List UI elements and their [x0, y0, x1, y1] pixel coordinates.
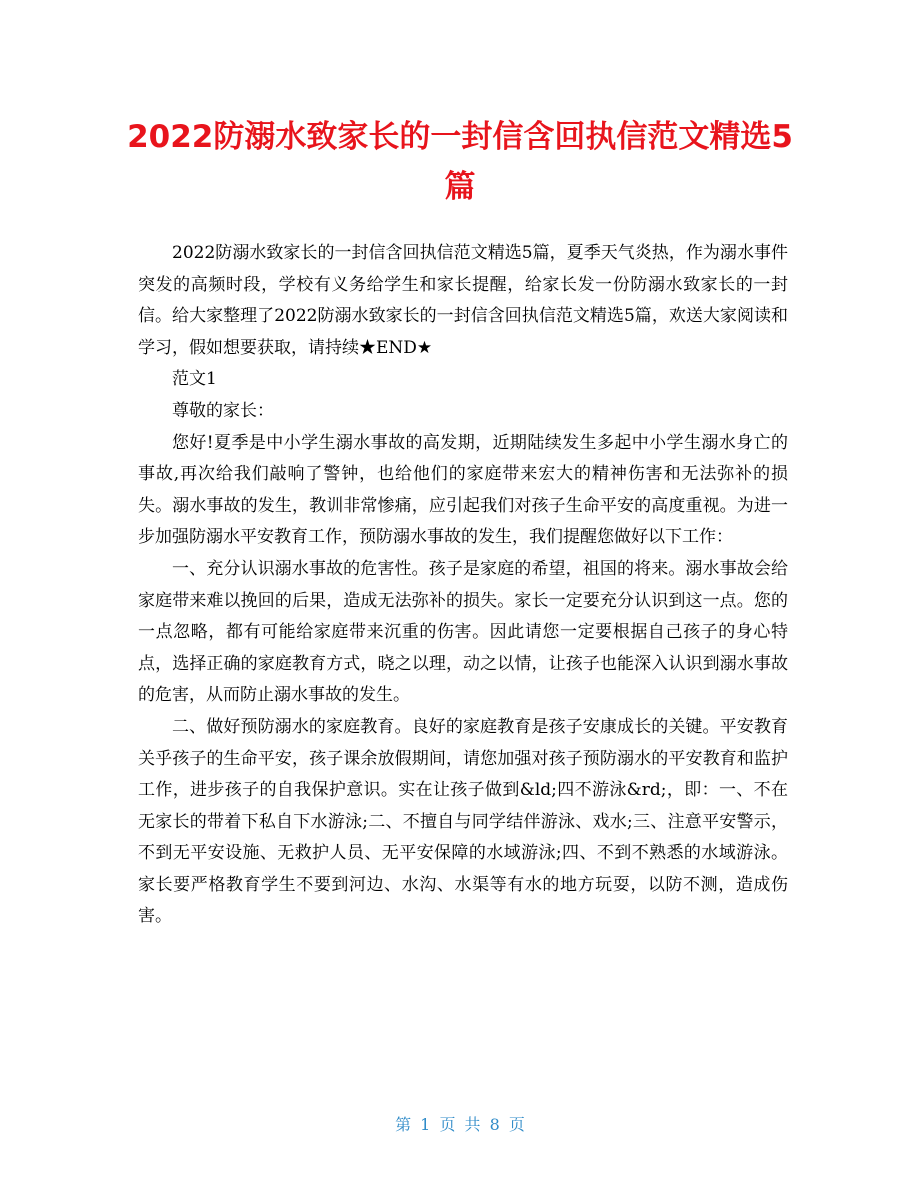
body-paragraph: 二、做好预防溺水的家庭教育。良好的家庭教育是孩子安康成长的关键。平安教育关乎孩子的生命平安，孩子课余放假期间，请您加强对孩子预防溺水的平安教育和监护工作，进步孩子的自我保护意识。实在让孩子做到&ld;四不游泳&rd;，即：一、不在无家长的带着下私自下水游泳;二、不擅自与同学结伴游泳、戏水;三、注意平安警示，不到无平安设施、无救护人员、无平安保障的水域游泳;四、不到不熟悉的水域游泳。家长要严格教育学生不要到河边、水沟、水渠等有水的地方玩耍，以防不测，造成伤害。 — [138, 716, 788, 927]
document-body — [138, 238, 788, 933]
body-paragraph: 您好!夏季是中小学生溺水事故的高发期，近期陆续发生多起中小学生溺水身亡的事故,再次给我们敲响了警钟，也给他们的家庭带来宏大的精神伤害和无法弥补的损失。溺水事故的发生，教训非常惨痛，应引起我们对孩子生命平安的高度重视。为进一步加强防溺水平安教育工作，预防溺水事故的发生，我们提醒您做好以下工作： — [138, 432, 788, 548]
sample-heading: 范文1 — [172, 369, 217, 390]
document-title: 2022防溺水致家长的一封信含回执信范文精选5篇 — [127, 119, 793, 205]
salutation: 尊敬的家长： — [172, 400, 274, 421]
page-number-footer: 第 1 页 共 8 页 — [395, 1115, 525, 1134]
body-paragraph: 一、充分认识溺水事故的危害性。孩子是家庭的希望，祖国的将来。溺水事故会给家庭带来难以挽回的后果，造成无法弥补的损失。家长一定要充分认识到这一点。您的一点忽略，都有可能给家庭带来沉重的伤害。因此请您一定要根据自己孩子的身心特点，选择正确的家庭教育方式，晓之以理，动之以情，让孩子也能深入认识到溺水事故的危害，从而防止溺水事故的发生。 — [138, 558, 788, 706]
intro-paragraph: 2022防溺水致家长的一封信含回执信范文精选5篇，夏季天气炎热，作为溺水事件突发的高频时段，学校有义务给学生和家长提醒，给家长发一份防溺水致家长的一封信。给大家整理了2022防溺水致家长的一封信含回执信范文精选5篇，欢送大家阅读和学习，假如想要获取，请持续★END★ — [138, 243, 788, 358]
